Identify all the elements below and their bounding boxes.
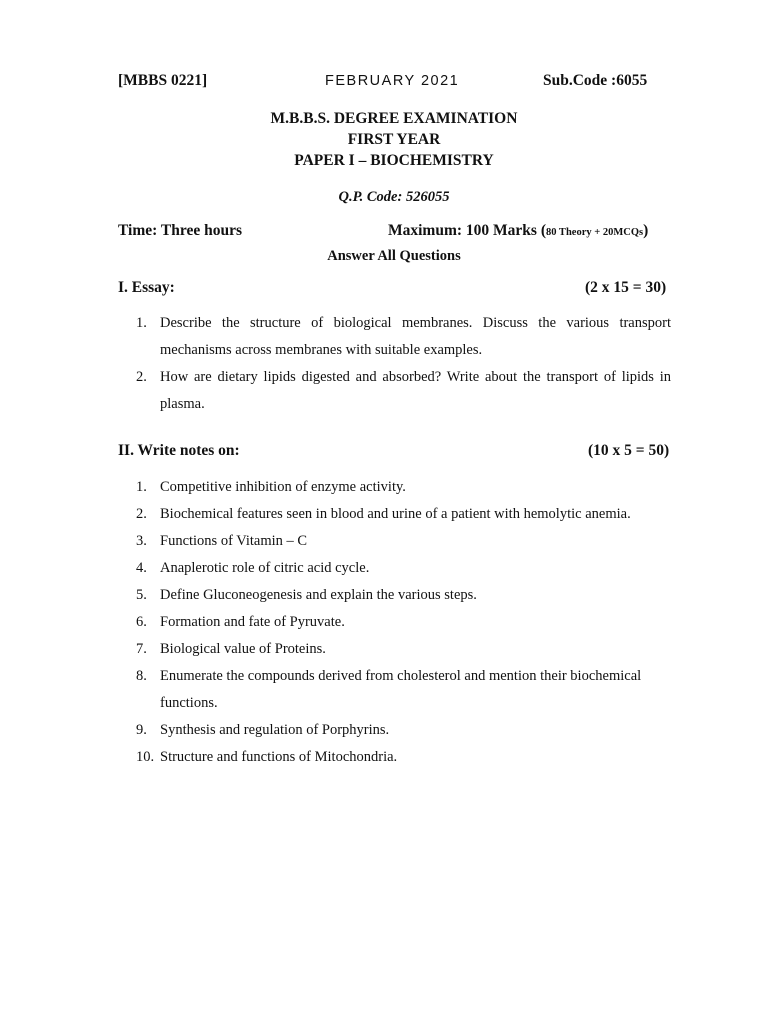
section-essay-marks: (2 x 15 = 30)	[585, 279, 667, 296]
question-number: 8.	[136, 668, 147, 684]
question-text: How are dietary lipids digested and absorbed? Write about the transport of lipids in plasma.	[160, 369, 671, 412]
question-number: 2.	[136, 369, 147, 385]
subject-code: Sub.Code :6055	[543, 72, 648, 89]
maximum-marks-close: )	[643, 222, 649, 239]
question-number: 2.	[136, 506, 147, 522]
question-text: Anaplerotic role of citric acid cycle.	[160, 560, 370, 576]
maximum-marks	[388, 222, 648, 240]
section-notes-title: II. Write notes on:	[118, 442, 240, 459]
question-text: Biochemical features seen in blood and urine of a patient with hemolytic anemia.	[160, 506, 631, 522]
question-text: Formation and fate of Pyruvate.	[160, 614, 345, 630]
question-number: 7.	[136, 641, 147, 657]
list-item	[136, 364, 671, 418]
question-number: 6.	[136, 614, 147, 630]
list-item	[136, 582, 671, 609]
list-item	[136, 636, 671, 663]
question-text: Structure and functions of Mitochondria.	[160, 749, 398, 765]
question-number: 1.	[136, 479, 147, 495]
list-item	[136, 528, 671, 555]
list-item	[136, 609, 671, 636]
exam-code: [MBBS 0221]	[118, 72, 208, 89]
question-text: Synthesis and regulation of Porphyrins.	[160, 722, 390, 738]
maximum-marks-label: Maximum: 100 Marks (	[388, 222, 546, 239]
list-item	[136, 310, 671, 364]
instruction: Answer All Questions	[327, 248, 461, 264]
qp-code: Q.P. Code: 526055	[338, 189, 450, 205]
question-number: 5.	[136, 587, 147, 603]
time-allowed: Time: Three hours	[118, 222, 243, 239]
notes-questions	[136, 474, 671, 771]
question-number: 3.	[136, 533, 147, 549]
list-item	[136, 717, 671, 744]
paper-title: PAPER I – BIOCHEMISTRY	[294, 152, 494, 169]
question-text: Describe the structure of biological membranes. Discuss the various transport mechanisms across membranes with suitable examples.	[160, 315, 671, 358]
question-text: Enumerate the compounds derived from cholesterol and mention their biochemical functions.	[160, 668, 642, 711]
list-item	[136, 555, 671, 582]
list-item	[136, 744, 671, 771]
question-text: Functions of Vitamin – C	[160, 533, 308, 549]
list-item	[136, 474, 671, 501]
question-number: 9.	[136, 722, 147, 738]
question-text: Biological value of Proteins.	[160, 641, 326, 657]
essay-questions	[136, 310, 671, 418]
question-text: Define Gluconeogenesis and explain the various steps.	[160, 587, 477, 603]
exam-year: FIRST YEAR	[347, 131, 441, 148]
question-number: 10.	[136, 749, 155, 765]
question-text: Competitive inhibition of enzyme activity.	[160, 479, 406, 495]
question-number: 1.	[136, 315, 147, 331]
exam-title: M.B.B.S. DEGREE EXAMINATION	[270, 110, 518, 127]
list-item	[136, 501, 671, 528]
marks-breakdown: 80 Theory + 20MCQs	[546, 227, 644, 238]
question-number: 4.	[136, 560, 147, 576]
section-notes-marks: (10 x 5 = 50)	[588, 442, 670, 459]
exam-month: FEBRUARY 2021	[325, 73, 460, 89]
list-item	[136, 663, 671, 717]
section-essay-title: I. Essay:	[118, 279, 175, 296]
